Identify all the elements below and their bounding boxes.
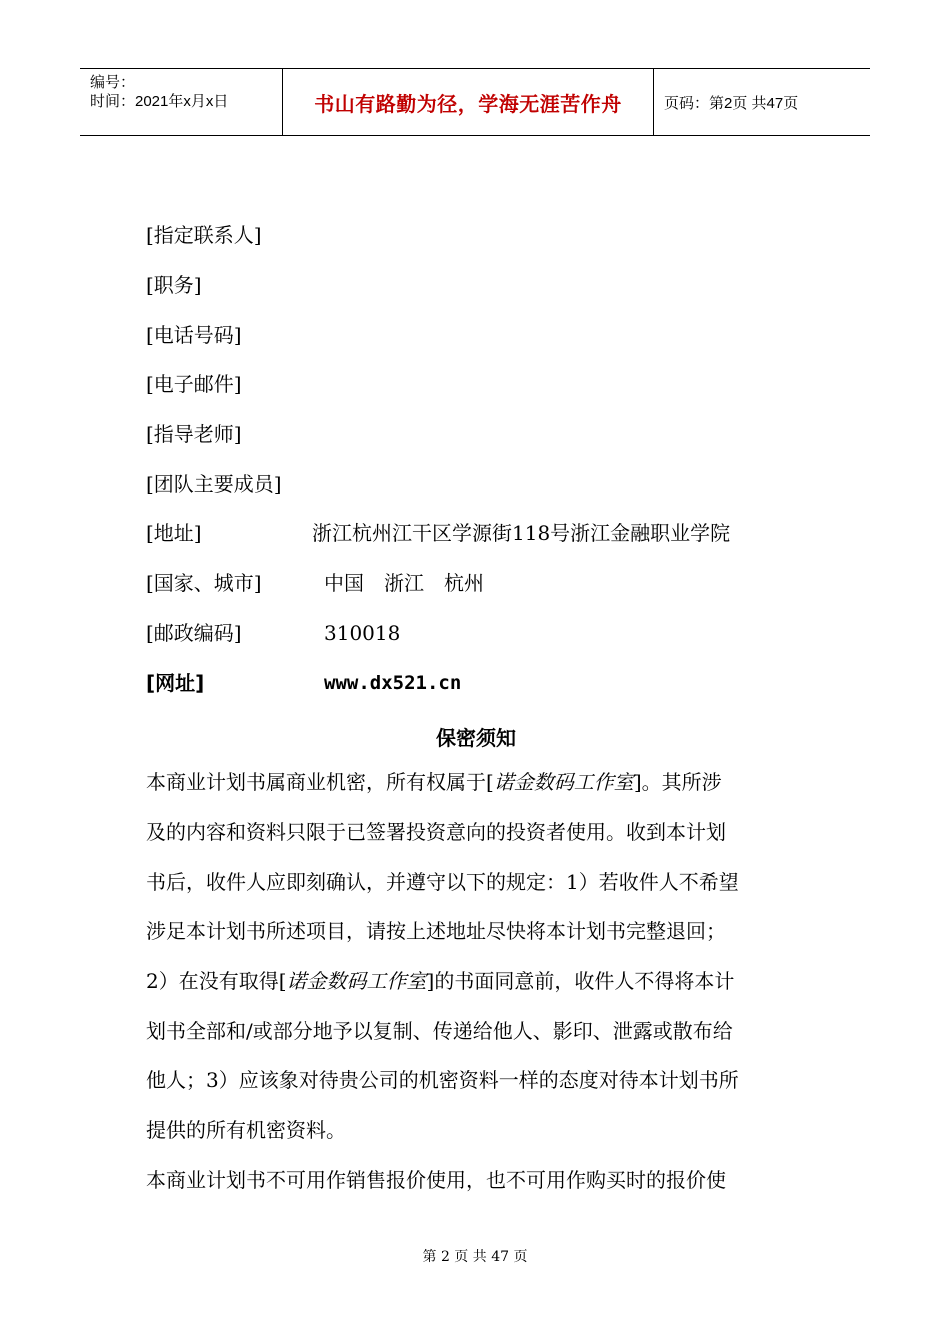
field-label: [团队主要成员]	[146, 472, 282, 496]
field-label: [电子邮件]	[146, 372, 242, 396]
field-label: [网址]	[146, 671, 205, 695]
field-label: [邮政编码]	[146, 621, 242, 645]
field-address	[146, 520, 731, 546]
field-label: [指定联系人]	[146, 223, 262, 247]
header-motto-cell	[282, 69, 654, 135]
document-number-label: 编号：	[90, 74, 136, 91]
paragraph-line: 本商业计划书属商业机密，所有权属于[诺金数码工作室]。其所涉	[146, 770, 722, 794]
paragraph-line: 2）在没有取得[诺金数码工作室]的书面同意前，收件人不得将本计	[146, 969, 735, 993]
field-label: [电话号码]	[146, 323, 242, 347]
field-label: [指导老师]	[146, 422, 242, 446]
page-header	[80, 68, 870, 136]
header-page-info: 页码：第2页 共47页	[664, 94, 799, 112]
confidentiality-title: 保密须知	[436, 726, 516, 750]
field-phone	[146, 322, 242, 348]
studio-name: 诺金数码工作室	[286, 969, 427, 993]
field-label: [职务]	[146, 273, 202, 297]
header-page-info-cell	[654, 69, 870, 135]
field-team-members	[146, 471, 282, 497]
field-contact	[146, 222, 262, 248]
field-postal-code	[146, 620, 401, 646]
field-country-city-value: 中国 浙江 杭州	[324, 571, 484, 595]
field-advisor	[146, 421, 242, 447]
paragraph-line: 书后，收件人应即刻确认，并遵守以下的规定：1）若收件人不希望	[146, 870, 739, 894]
paragraph-line: 提供的所有机密资料。	[146, 1118, 346, 1142]
field-website	[146, 670, 462, 696]
field-address-value: 浙江杭州江干区学源街118号浙江金融职业学院	[312, 521, 731, 545]
field-postal-code-value: 310018	[324, 621, 401, 645]
field-website-value: www.dx521.cn	[324, 672, 462, 694]
field-label: [国家、城市]	[146, 571, 262, 595]
field-position	[146, 272, 202, 298]
field-email	[146, 371, 242, 397]
paragraph-line: 划书全部和/或部分地予以复制、传递给他人、影印、泄露或散布给	[146, 1019, 733, 1043]
paragraph-line: 本商业计划书不可用作销售报价使用，也不可用作购买时的报价使	[146, 1168, 726, 1192]
paragraph-line: 涉足本计划书所述项目，请按上述地址尽快将本计划书完整退回；	[146, 919, 726, 943]
field-country-city	[146, 570, 484, 596]
studio-name: 诺金数码工作室	[493, 770, 634, 794]
document-time: 时间：2021年x月x日	[90, 93, 229, 110]
header-motto: 书山有路勤为径，学海无涯苦作舟	[314, 91, 622, 116]
paragraph-line: 及的内容和资料只限于已签署投资意向的投资者使用。收到本计划	[146, 820, 726, 844]
field-label: [地址]	[146, 521, 202, 545]
header-meta	[80, 69, 282, 135]
paragraph-line: 他人；3）应该象对待贵公司的机密资料一样的态度对待本计划书所	[146, 1068, 739, 1092]
page-footer: 第 2 页 共 47 页	[422, 1249, 528, 1265]
